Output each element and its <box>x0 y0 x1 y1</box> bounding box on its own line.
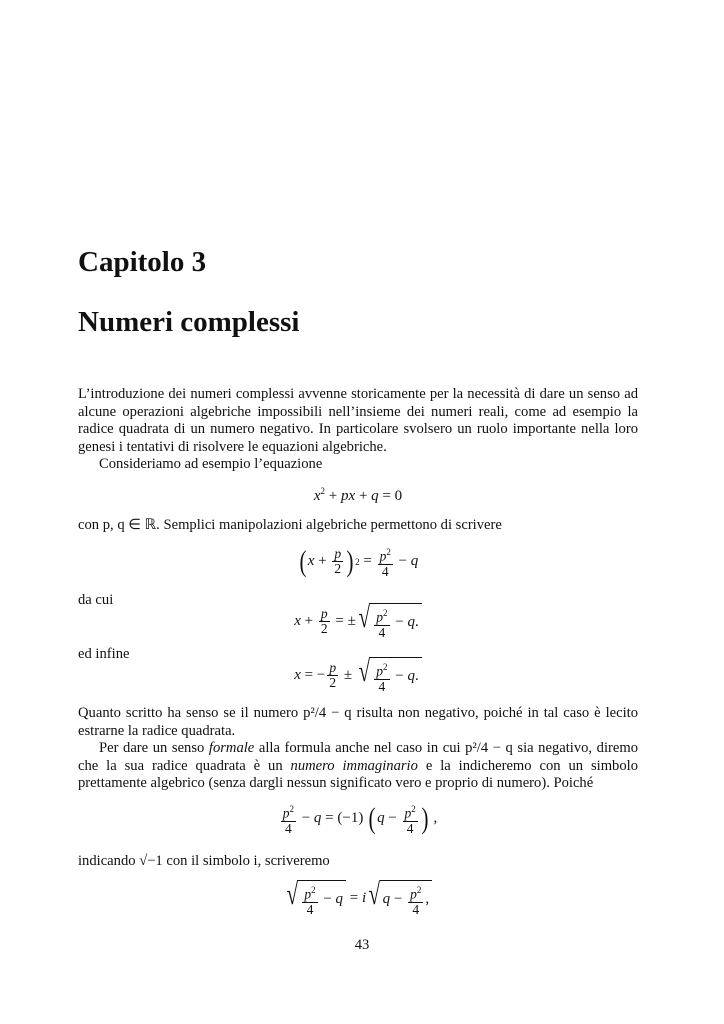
equation-factor-minus-one: $\frac{p^2}{4}$ − q = (−1) ( q − $\frac{p^2}{4}$ ) , <box>282 801 438 836</box>
paragraph-4-part2: alla formula anche nel caso in cui p²/4 − q sia negativo, diremo che la sua radice quadrata è un <box>78 740 638 774</box>
text-dacui: da cui <box>78 592 114 608</box>
emphasis-numero-immaginario: numero immaginario <box>290 757 418 774</box>
text-indicando: indicando √−1 con il simbolo i, scriveremo <box>78 853 330 869</box>
equation-imaginary-root: √ $\frac{p^2}{4}$ − q = i √ q − $\frac{p^2}{4}$ , <box>78 880 638 917</box>
paragraph-4-part1: Per dare un senso <box>99 740 209 757</box>
chapter-label: Capitolo 3 <box>78 246 207 278</box>
emphasis-formale: formale <box>208 740 255 757</box>
paragraph-4-part3: e la indicheremo con un simbolo prettamente algebrico (senza dargli nessun significato vero e proprio di numero). Poiché <box>78 757 638 792</box>
intro-paragraph <box>78 386 638 474</box>
page-number: 43 <box>354 937 370 953</box>
equation-quadratic: $x^2$ + px + q = 0 <box>313 486 403 504</box>
text-con: con p, q ∈ ℝ. Semplici manipolazioni algebriche permettono di scrivere <box>78 517 502 533</box>
chapter-title: Numeri complessi <box>78 306 300 338</box>
text-edinfine: ed infine <box>78 646 130 662</box>
paragraph-3: Quanto scritto ha senso se il numero p²/4 − q risulta non negativo, poiché in tal caso è lecito estrarne la radice quadrata. <box>78 705 638 739</box>
equation-solution: x = − $\frac{p}{2}$ ± √ $\frac{p^2}{4}$ − q . <box>78 657 638 694</box>
paragraph-4 <box>78 740 638 793</box>
equation-completing-square: ( x + $\frac{p}{2}$ ) 2 = $\frac{p^2}{4}$ − q <box>299 544 419 579</box>
paragraph-1: L’introduzione dei numeri complessi avvenne storicamente per la necessità di dare un senso ad alcune operazioni algebriche impossibili nell’insieme dei numeri reali, come ad esempio la radice quadrata di un numero negativo. In particolare svolsero un ruolo importante nella loro genesi i tentativi di risolvere le equazioni algebriche. <box>78 386 638 455</box>
paragraph-3-block <box>78 705 638 793</box>
equation-x-plus-p-half: x + $\frac{p}{2}$ = ± √ $\frac{p^2}{4}$ − q . <box>78 603 638 640</box>
paragraph-2: Consideriamo ad esempio l’equazione <box>99 456 323 473</box>
